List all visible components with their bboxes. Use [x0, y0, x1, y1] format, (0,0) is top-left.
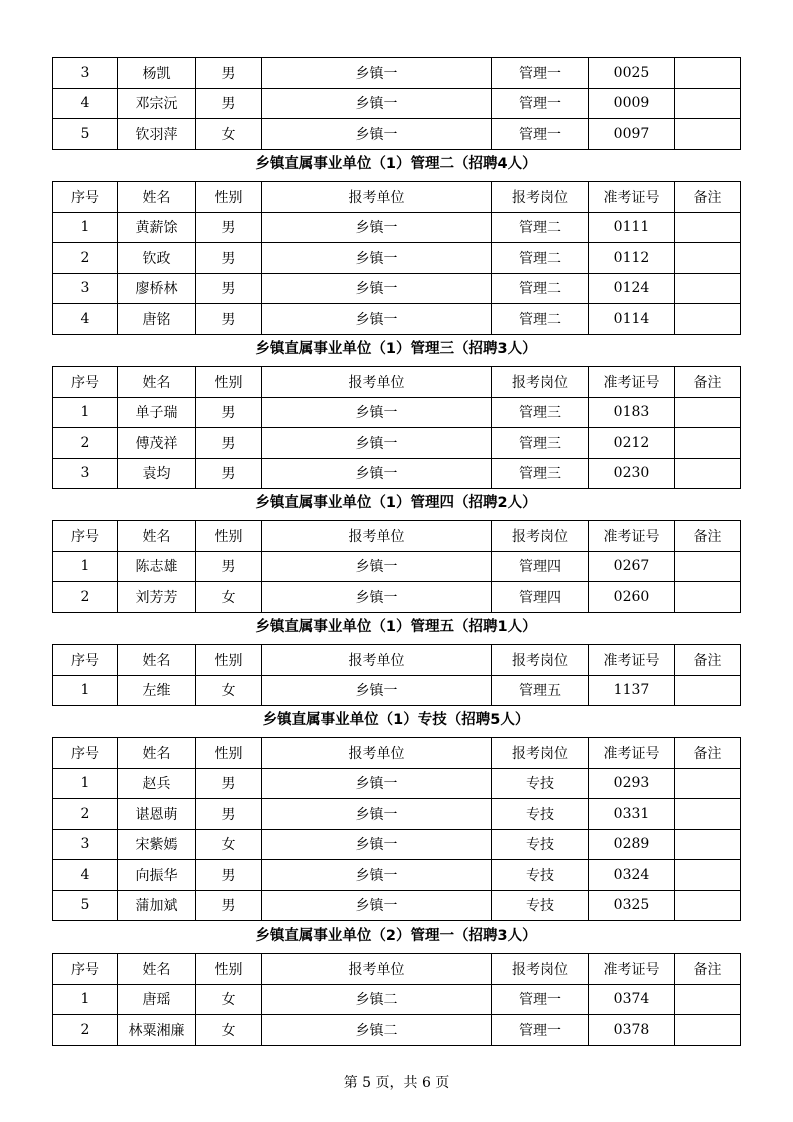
column-header: 报考单位	[262, 182, 492, 213]
unit-cell: 乡镇一	[262, 397, 492, 428]
remark-cell	[675, 397, 741, 428]
seq-cell: 1	[53, 675, 118, 706]
position-cell: 管理四	[492, 551, 589, 582]
unit-cell: 乡镇一	[262, 829, 492, 860]
seq-cell: 1	[53, 397, 118, 428]
name-cell: 杨凯	[118, 58, 196, 89]
column-header: 准考证号	[589, 738, 675, 769]
section-title: 乡镇直属事业单位（1）管理四（招聘2人）	[255, 495, 537, 511]
exam-id-cell: 0025	[589, 58, 675, 89]
unit-cell: 乡镇一	[262, 675, 492, 706]
column-header: 姓名	[118, 645, 196, 676]
remark-cell	[675, 860, 741, 891]
table-row	[53, 458, 741, 489]
column-header: 备注	[675, 367, 741, 398]
exam-id-cell: 0260	[589, 582, 675, 613]
name-cell: 赵兵	[118, 768, 196, 799]
name-cell: 向振华	[118, 860, 196, 891]
exam-id-cell: 0293	[589, 768, 675, 799]
section-table	[52, 644, 741, 706]
seq-cell: 2	[53, 1015, 118, 1046]
name-cell: 左维	[118, 675, 196, 706]
header-row	[53, 645, 741, 676]
column-header: 准考证号	[589, 182, 675, 213]
seq-cell: 1	[53, 984, 118, 1015]
gender-cell: 男	[196, 212, 262, 243]
column-header: 性别	[196, 954, 262, 985]
table-row	[53, 58, 741, 89]
name-cell: 宋紫嫣	[118, 829, 196, 860]
table-row	[53, 88, 741, 119]
unit-cell: 乡镇一	[262, 273, 492, 304]
name-cell: 廖桥林	[118, 273, 196, 304]
table-row	[53, 890, 741, 921]
remark-cell	[675, 984, 741, 1015]
exam-id-cell: 0230	[589, 458, 675, 489]
table-row	[53, 397, 741, 428]
remark-cell	[675, 551, 741, 582]
gender-cell: 男	[196, 243, 262, 274]
gender-cell: 男	[196, 88, 262, 119]
remark-cell	[675, 88, 741, 119]
position-cell: 管理一	[492, 88, 589, 119]
remark-cell	[675, 675, 741, 706]
table-row	[53, 860, 741, 891]
name-cell: 钦羽萍	[118, 119, 196, 150]
remark-cell	[675, 1015, 741, 1046]
column-header: 报考岗位	[492, 954, 589, 985]
section-title: 乡镇直属事业单位（1）管理三（招聘3人）	[255, 341, 537, 357]
column-header: 序号	[53, 738, 118, 769]
seq-cell: 5	[53, 890, 118, 921]
section-table	[52, 953, 741, 1046]
column-header: 报考单位	[262, 738, 492, 769]
table-row	[53, 428, 741, 459]
position-cell: 管理一	[492, 119, 589, 150]
exam-id-cell: 0325	[589, 890, 675, 921]
exam-id-cell: 0289	[589, 829, 675, 860]
name-cell: 袁均	[118, 458, 196, 489]
position-cell: 管理三	[492, 428, 589, 459]
seq-cell: 3	[53, 458, 118, 489]
unit-cell: 乡镇一	[262, 88, 492, 119]
seq-cell: 3	[53, 829, 118, 860]
column-header: 序号	[53, 521, 118, 552]
gender-cell: 男	[196, 304, 262, 335]
unit-cell: 乡镇一	[262, 304, 492, 335]
column-header: 性别	[196, 738, 262, 769]
exam-id-cell: 0009	[589, 88, 675, 119]
column-header: 序号	[53, 954, 118, 985]
section-table	[52, 520, 741, 613]
gender-cell: 女	[196, 582, 262, 613]
column-header: 准考证号	[589, 367, 675, 398]
table-row	[53, 551, 741, 582]
column-header: 报考岗位	[492, 738, 589, 769]
name-cell: 傅茂祥	[118, 428, 196, 459]
continued-table	[52, 57, 741, 150]
column-header: 准考证号	[589, 954, 675, 985]
remark-cell	[675, 428, 741, 459]
position-cell: 专技	[492, 799, 589, 830]
gender-cell: 男	[196, 458, 262, 489]
remark-cell	[675, 212, 741, 243]
exam-id-cell: 0111	[589, 212, 675, 243]
header-row	[53, 182, 741, 213]
table-row	[53, 1015, 741, 1046]
gender-cell: 男	[196, 860, 262, 891]
exam-id-cell: 1137	[589, 675, 675, 706]
name-cell: 蒲加斌	[118, 890, 196, 921]
table-row	[53, 984, 741, 1015]
column-header: 序号	[53, 367, 118, 398]
exam-id-cell: 0112	[589, 243, 675, 274]
exam-id-cell: 0324	[589, 860, 675, 891]
exam-id-cell: 0097	[589, 119, 675, 150]
name-cell: 单子瑞	[118, 397, 196, 428]
column-header: 报考单位	[262, 367, 492, 398]
header-row	[53, 954, 741, 985]
exam-id-cell: 0378	[589, 1015, 675, 1046]
section-table	[52, 181, 741, 335]
name-cell: 唐瑶	[118, 984, 196, 1015]
column-header: 性别	[196, 367, 262, 398]
column-header: 备注	[675, 954, 741, 985]
seq-cell: 3	[53, 58, 118, 89]
position-cell: 管理三	[492, 397, 589, 428]
header-row	[53, 367, 741, 398]
seq-cell: 2	[53, 582, 118, 613]
unit-cell: 乡镇一	[262, 119, 492, 150]
gender-cell: 男	[196, 428, 262, 459]
position-cell: 管理二	[492, 243, 589, 274]
column-header: 姓名	[118, 954, 196, 985]
exam-id-cell: 0331	[589, 799, 675, 830]
remark-cell	[675, 582, 741, 613]
unit-cell: 乡镇一	[262, 799, 492, 830]
gender-cell: 女	[196, 984, 262, 1015]
column-header: 准考证号	[589, 521, 675, 552]
header-row	[53, 521, 741, 552]
seq-cell: 4	[53, 304, 118, 335]
section-title: 乡镇直属事业单位（1）管理二（招聘4人）	[255, 156, 537, 172]
column-header: 报考单位	[262, 521, 492, 552]
seq-cell: 4	[53, 860, 118, 891]
seq-cell: 1	[53, 768, 118, 799]
unit-cell: 乡镇一	[262, 551, 492, 582]
gender-cell: 女	[196, 829, 262, 860]
seq-cell: 2	[53, 243, 118, 274]
name-cell: 唐铭	[118, 304, 196, 335]
name-cell: 谌恩萌	[118, 799, 196, 830]
column-header: 姓名	[118, 182, 196, 213]
name-cell: 刘芳芳	[118, 582, 196, 613]
name-cell: 林粟湘廉	[118, 1015, 196, 1046]
position-cell: 管理一	[492, 58, 589, 89]
table-row	[53, 304, 741, 335]
seq-cell: 1	[53, 212, 118, 243]
position-cell: 专技	[492, 829, 589, 860]
remark-cell	[675, 273, 741, 304]
gender-cell: 女	[196, 1015, 262, 1046]
remark-cell	[675, 119, 741, 150]
table-row	[53, 675, 741, 706]
seq-cell: 3	[53, 273, 118, 304]
remark-cell	[675, 458, 741, 489]
column-header: 备注	[675, 738, 741, 769]
unit-cell: 乡镇一	[262, 768, 492, 799]
unit-cell: 乡镇一	[262, 243, 492, 274]
column-header: 性别	[196, 182, 262, 213]
table-row	[53, 212, 741, 243]
column-header: 性别	[196, 521, 262, 552]
position-cell: 管理三	[492, 458, 589, 489]
remark-cell	[675, 768, 741, 799]
unit-cell: 乡镇一	[262, 582, 492, 613]
table-row	[53, 799, 741, 830]
exam-id-cell: 0267	[589, 551, 675, 582]
section-table	[52, 366, 741, 489]
column-header: 报考岗位	[492, 521, 589, 552]
column-header: 序号	[53, 182, 118, 213]
column-header: 姓名	[118, 521, 196, 552]
position-cell: 专技	[492, 768, 589, 799]
gender-cell: 男	[196, 397, 262, 428]
gender-cell: 男	[196, 58, 262, 89]
name-cell: 邓宗沅	[118, 88, 196, 119]
section-table	[52, 737, 741, 921]
seq-cell: 1	[53, 551, 118, 582]
column-header: 备注	[675, 521, 741, 552]
seq-cell: 2	[53, 799, 118, 830]
name-cell: 陈志雄	[118, 551, 196, 582]
column-header: 报考岗位	[492, 182, 589, 213]
column-header: 报考岗位	[492, 367, 589, 398]
unit-cell: 乡镇一	[262, 860, 492, 891]
table-row	[53, 119, 741, 150]
exam-id-cell: 0183	[589, 397, 675, 428]
unit-cell: 乡镇二	[262, 1015, 492, 1046]
gender-cell: 男	[196, 273, 262, 304]
position-cell: 管理一	[492, 1015, 589, 1046]
unit-cell: 乡镇一	[262, 428, 492, 459]
name-cell: 黄薪馀	[118, 212, 196, 243]
header-row	[53, 738, 741, 769]
column-header: 准考证号	[589, 645, 675, 676]
table-row	[53, 243, 741, 274]
position-cell: 管理一	[492, 984, 589, 1015]
table-row	[53, 829, 741, 860]
unit-cell: 乡镇二	[262, 984, 492, 1015]
column-header: 序号	[53, 645, 118, 676]
section-title: 乡镇直属事业单位（1）管理五（招聘1人）	[255, 619, 537, 635]
unit-cell: 乡镇一	[262, 58, 492, 89]
gender-cell: 女	[196, 675, 262, 706]
name-cell: 钦政	[118, 243, 196, 274]
remark-cell	[675, 58, 741, 89]
seq-cell: 5	[53, 119, 118, 150]
unit-cell: 乡镇一	[262, 890, 492, 921]
table-row	[53, 273, 741, 304]
table-row	[53, 582, 741, 613]
table-row	[53, 768, 741, 799]
remark-cell	[675, 304, 741, 335]
seq-cell: 2	[53, 428, 118, 459]
gender-cell: 女	[196, 119, 262, 150]
position-cell: 管理四	[492, 582, 589, 613]
exam-id-cell: 0374	[589, 984, 675, 1015]
column-header: 报考单位	[262, 954, 492, 985]
gender-cell: 男	[196, 890, 262, 921]
remark-cell	[675, 829, 741, 860]
gender-cell: 男	[196, 551, 262, 582]
remark-cell	[675, 243, 741, 274]
column-header: 备注	[675, 645, 741, 676]
section-title: 乡镇直属事业单位（1）专技（招聘5人）	[262, 712, 530, 728]
position-cell: 管理五	[492, 675, 589, 706]
exam-id-cell: 0124	[589, 273, 675, 304]
page-footer: 第 5 页，共 6 页	[343, 1075, 450, 1091]
position-cell: 管理二	[492, 273, 589, 304]
gender-cell: 男	[196, 799, 262, 830]
remark-cell	[675, 799, 741, 830]
column-header: 姓名	[118, 367, 196, 398]
column-header: 姓名	[118, 738, 196, 769]
column-header: 报考单位	[262, 645, 492, 676]
remark-cell	[675, 890, 741, 921]
section-title: 乡镇直属事业单位（2）管理一（招聘3人）	[255, 928, 537, 944]
position-cell: 专技	[492, 860, 589, 891]
position-cell: 专技	[492, 890, 589, 921]
gender-cell: 男	[196, 768, 262, 799]
column-header: 性别	[196, 645, 262, 676]
seq-cell: 4	[53, 88, 118, 119]
exam-id-cell: 0212	[589, 428, 675, 459]
unit-cell: 乡镇一	[262, 212, 492, 243]
column-header: 备注	[675, 182, 741, 213]
unit-cell: 乡镇一	[262, 458, 492, 489]
exam-id-cell: 0114	[589, 304, 675, 335]
position-cell: 管理二	[492, 212, 589, 243]
column-header: 报考岗位	[492, 645, 589, 676]
position-cell: 管理二	[492, 304, 589, 335]
